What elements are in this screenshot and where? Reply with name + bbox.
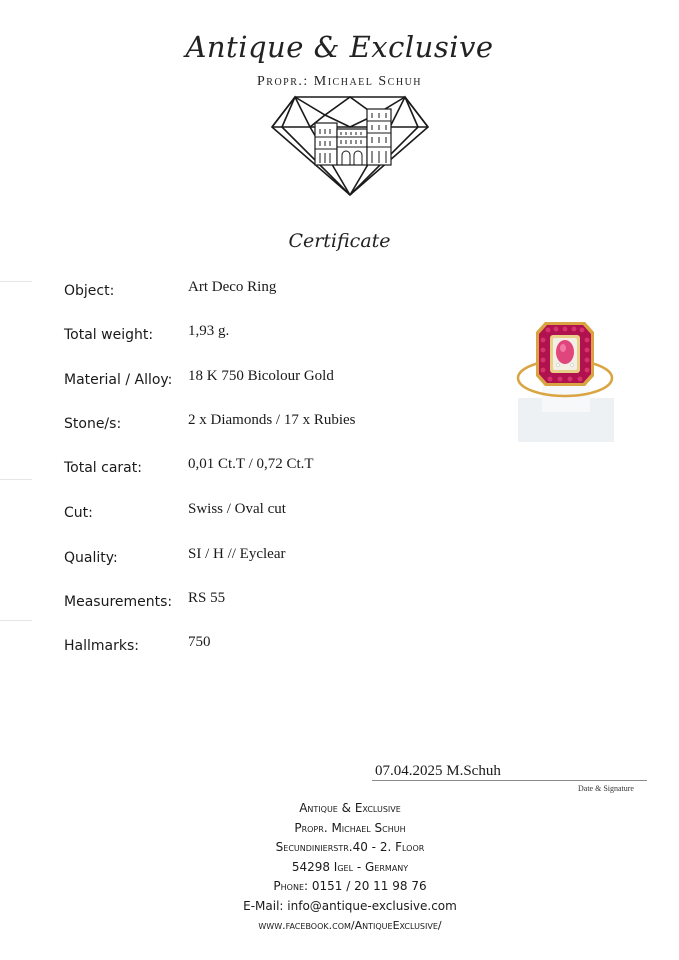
field-value-measurements: RS 55: [188, 590, 226, 606]
edge-divider: [0, 620, 32, 621]
edge-divider: [0, 479, 32, 480]
footer-company: Antique & Exclusive: [299, 801, 401, 815]
field-label-material: Material / Alloy:: [64, 372, 173, 388]
field-label-cut: Cut:: [64, 505, 93, 521]
field-value-total-weight: 1,93 g.: [188, 323, 230, 339]
field-value-stones: 2 x Diamonds / 17 x Rubies: [188, 412, 356, 428]
certificate-title: Certificate: [288, 230, 391, 252]
proprietor-line: Propr.: Michael Schuh: [256, 74, 423, 89]
field-value-object: Art Deco Ring: [188, 279, 277, 295]
brand-name: Antique & Exclusive: [185, 30, 494, 64]
field-value-quality: SI / H // Eyclear: [188, 546, 286, 562]
field-label-total-carat: Total carat:: [64, 460, 142, 476]
signature-date: 07.04.2025 M.Schuh: [375, 763, 501, 779]
edge-divider: [0, 281, 32, 282]
field-value-material: 18 K 750 Bicolour Gold: [188, 368, 334, 384]
signature-caption: Date & Signature: [578, 784, 634, 793]
field-label-measurements: Measurements:: [64, 594, 173, 610]
footer-web: www.facebook.com/AntiqueExclusive/: [258, 919, 442, 932]
footer-phone: Phone: 0151 / 20 11 98 76: [273, 879, 427, 893]
footer-street: Secundinierstr.40 - 2. Floor: [275, 840, 425, 854]
field-label-total-weight: Total weight:: [64, 327, 154, 343]
diamond-logo-icon: [270, 95, 430, 197]
field-label-quality: Quality:: [64, 550, 118, 566]
field-label-object: Object:: [64, 283, 115, 299]
field-label-stones: Stone/s:: [64, 416, 122, 432]
field-value-cut: Swiss / Oval cut: [188, 501, 286, 517]
footer-email: E-Mail: info@antique-exclusive.com: [243, 898, 457, 913]
ring-photo: [512, 318, 618, 442]
field-value-total-carat: 0,01 Ct.T / 0,72 Ct.T: [188, 456, 314, 472]
footer-city: 54298 Igel - Germany: [291, 859, 409, 874]
signature-line: [372, 780, 647, 781]
field-value-hallmarks: 750: [188, 634, 211, 650]
field-label-hallmarks: Hallmarks:: [64, 638, 139, 654]
footer-address: [0, 799, 679, 936]
footer-proprietor: Propr. Michael Schuh: [294, 820, 406, 835]
